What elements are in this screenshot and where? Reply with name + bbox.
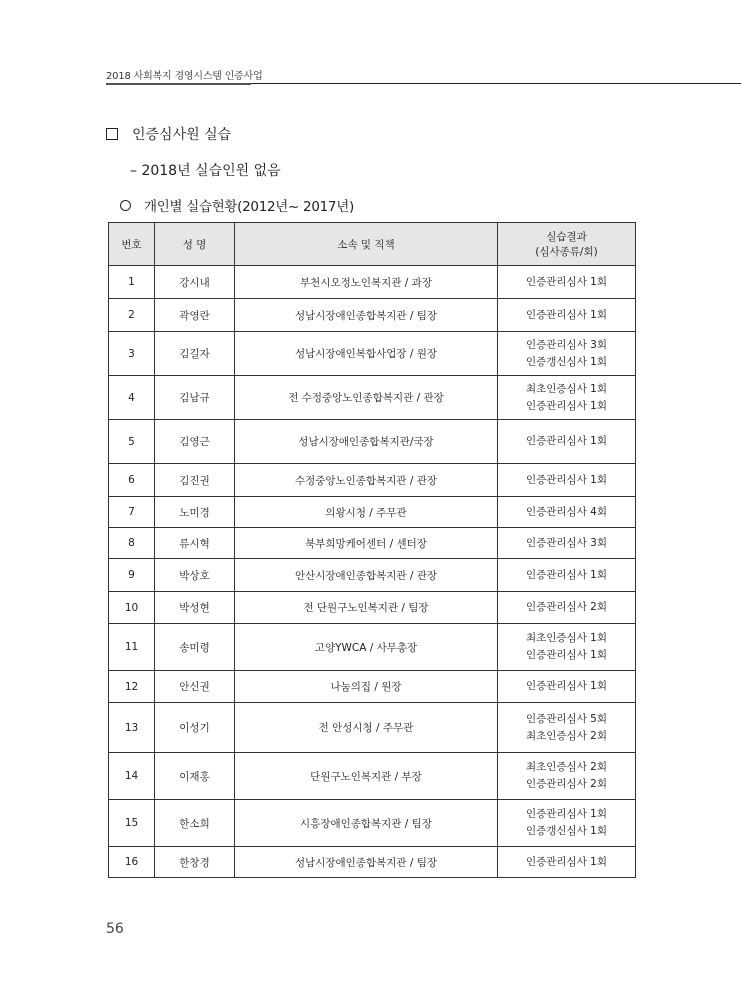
result-line: 인증관리심사 1회 [525,855,608,868]
table-row [109,332,636,376]
cell-name: 강시내 [155,266,235,299]
table-row [109,671,636,703]
result-line: 인증관리심사 1회 [525,808,608,820]
result-line: 인증관리심사 1회 [525,649,608,661]
result-line: 인증관리심사 1회 [525,399,608,412]
result-line: 최초인증심사 2회 [525,729,608,742]
header-rule-accent [106,83,251,85]
table-header-row [109,223,636,266]
table-row [109,376,636,420]
cell-result [498,464,636,497]
table-row [109,703,636,753]
cell-affiliation: 전 안성시청 / 주무관 [235,703,498,753]
cell-affiliation: 수정중앙노인종합복지관 / 관장 [235,464,498,497]
cell-affiliation: 전 단원구노인복지관 / 팀장 [235,592,498,624]
cell-no: 8 [109,528,155,559]
cell-name: 한소희 [155,800,235,847]
result-line: 인증관리심사 1회 [525,680,608,692]
cell-name: 류시혁 [155,528,235,559]
result-line: 인증관리심사 1회 [525,308,608,321]
result-line: 인증관리심사 5회 [525,712,608,725]
cell-result [498,800,636,847]
cell-result [498,528,636,559]
cell-name: 한창경 [155,847,235,878]
table-row [109,528,636,559]
cell-name: 박상호 [155,559,235,592]
table-row [109,464,636,497]
cell-result [498,497,636,528]
cell-result [498,671,636,703]
result-line: 최초인증심사 1회 [525,382,608,395]
cell-name: 이성기 [155,703,235,753]
result-line: 인증관리심사 1회 [525,435,608,447]
table-row [109,624,636,671]
cell-result [498,420,636,464]
table-row [109,847,636,878]
cell-name: 안신권 [155,671,235,703]
cell-affiliation: 전 수정중앙노인종합복지관 / 관장 [235,376,498,420]
table-row [109,497,636,528]
section-title: 인증심사원 실습 [132,127,232,143]
circle-bullet-icon [120,200,131,211]
cell-affiliation: 시흥장애인종합복지관 / 팀장 [235,800,498,847]
cell-name: 김영근 [155,420,235,464]
cell-affiliation: 고양YWCA / 사무총장 [235,624,498,671]
subsection-heading [120,195,354,215]
result-line: 인증관리심사 2회 [525,778,608,790]
running-header: 2018 사회복지 경영시스템 인증사업 [106,71,263,82]
cell-result [498,703,636,753]
cell-no: 13 [109,703,155,753]
cell-name: 곽영란 [155,299,235,332]
table-row [109,592,636,624]
cell-no: 10 [109,592,155,624]
result-line: 인증관리심사 1회 [525,275,608,288]
result-line: 인증갱신심사 1회 [525,825,608,837]
table-row [109,420,636,464]
cell-no: 1 [109,266,155,299]
cell-result [498,592,636,624]
cell-affiliation: 의왕시청 / 주무관 [235,497,498,528]
cell-result [498,266,636,299]
cell-affiliation: 나눔의집 / 원장 [235,671,498,703]
cell-no: 7 [109,497,155,528]
cell-no: 4 [109,376,155,420]
cell-result [498,376,636,420]
cell-affiliation: 안산시장애인종합복지관 / 관장 [235,559,498,592]
result-line: 최초인증심사 2회 [525,761,608,773]
result-line: 인증관리심사 3회 [525,338,608,351]
cell-result [498,847,636,878]
cell-affiliation: 성남시장애인복합사업장 / 원장 [235,332,498,376]
cell-result [498,332,636,376]
col-header-affiliation: 소속 및 직책 [235,223,498,266]
cell-result [498,753,636,800]
cell-name: 송미령 [155,624,235,671]
result-line: 인증관리심사 2회 [525,601,608,613]
cell-result [498,299,636,332]
cell-no: 3 [109,332,155,376]
cell-no: 9 [109,559,155,592]
cell-affiliation: 북부희망케어센터 / 센터장 [235,528,498,559]
page-number: 56 [106,921,124,937]
section-note: – 2018년 실습인원 없음 [130,163,281,179]
col-header-no: 번호 [109,223,155,266]
result-line: 인증관리심사 3회 [525,536,608,549]
subsection-title: 개인별 실습현황(2012년~ 2017년) [144,199,354,215]
square-bullet-icon [106,128,118,140]
cell-name: 김길자 [155,332,235,376]
practice-table [108,222,636,878]
result-line: 최초인증심사 1회 [525,632,608,644]
col-header-name: 성 명 [155,223,235,266]
cell-no: 11 [109,624,155,671]
col-header-result [498,223,636,266]
cell-result [498,559,636,592]
table-row [109,800,636,847]
table-row [109,299,636,332]
section-heading [106,124,231,144]
cell-affiliation: 성남시장애인종합복지관 / 팀장 [235,847,498,878]
result-line: 인증관리심사 4회 [525,505,608,518]
col-header-result-line1: 실습결과 [546,231,587,243]
cell-no: 2 [109,299,155,332]
cell-name: 김진권 [155,464,235,497]
cell-name: 이재홍 [155,753,235,800]
result-line: 인증갱신심사 1회 [525,355,608,368]
cell-result [498,624,636,671]
result-line: 인증관리심사 1회 [525,568,608,581]
cell-affiliation: 부천시오정노인복지관 / 과장 [235,266,498,299]
cell-no: 12 [109,671,155,703]
cell-no: 6 [109,464,155,497]
cell-name: 김남규 [155,376,235,420]
cell-affiliation: 단원구노인복지관 / 부장 [235,753,498,800]
cell-no: 14 [109,753,155,800]
cell-name: 노미경 [155,497,235,528]
cell-affiliation: 성남시장애인종합복지관/국장 [235,420,498,464]
cell-name: 박성현 [155,592,235,624]
table-row [109,266,636,299]
cell-affiliation: 성남시장애인종합복지관 / 팀장 [235,299,498,332]
result-line: 인증관리심사 1회 [525,473,608,486]
table-row [109,753,636,800]
cell-no: 5 [109,420,155,464]
table-row [109,559,636,592]
col-header-result-line2: (심사종류/회) [535,246,598,258]
cell-no: 15 [109,800,155,847]
cell-no: 16 [109,847,155,878]
